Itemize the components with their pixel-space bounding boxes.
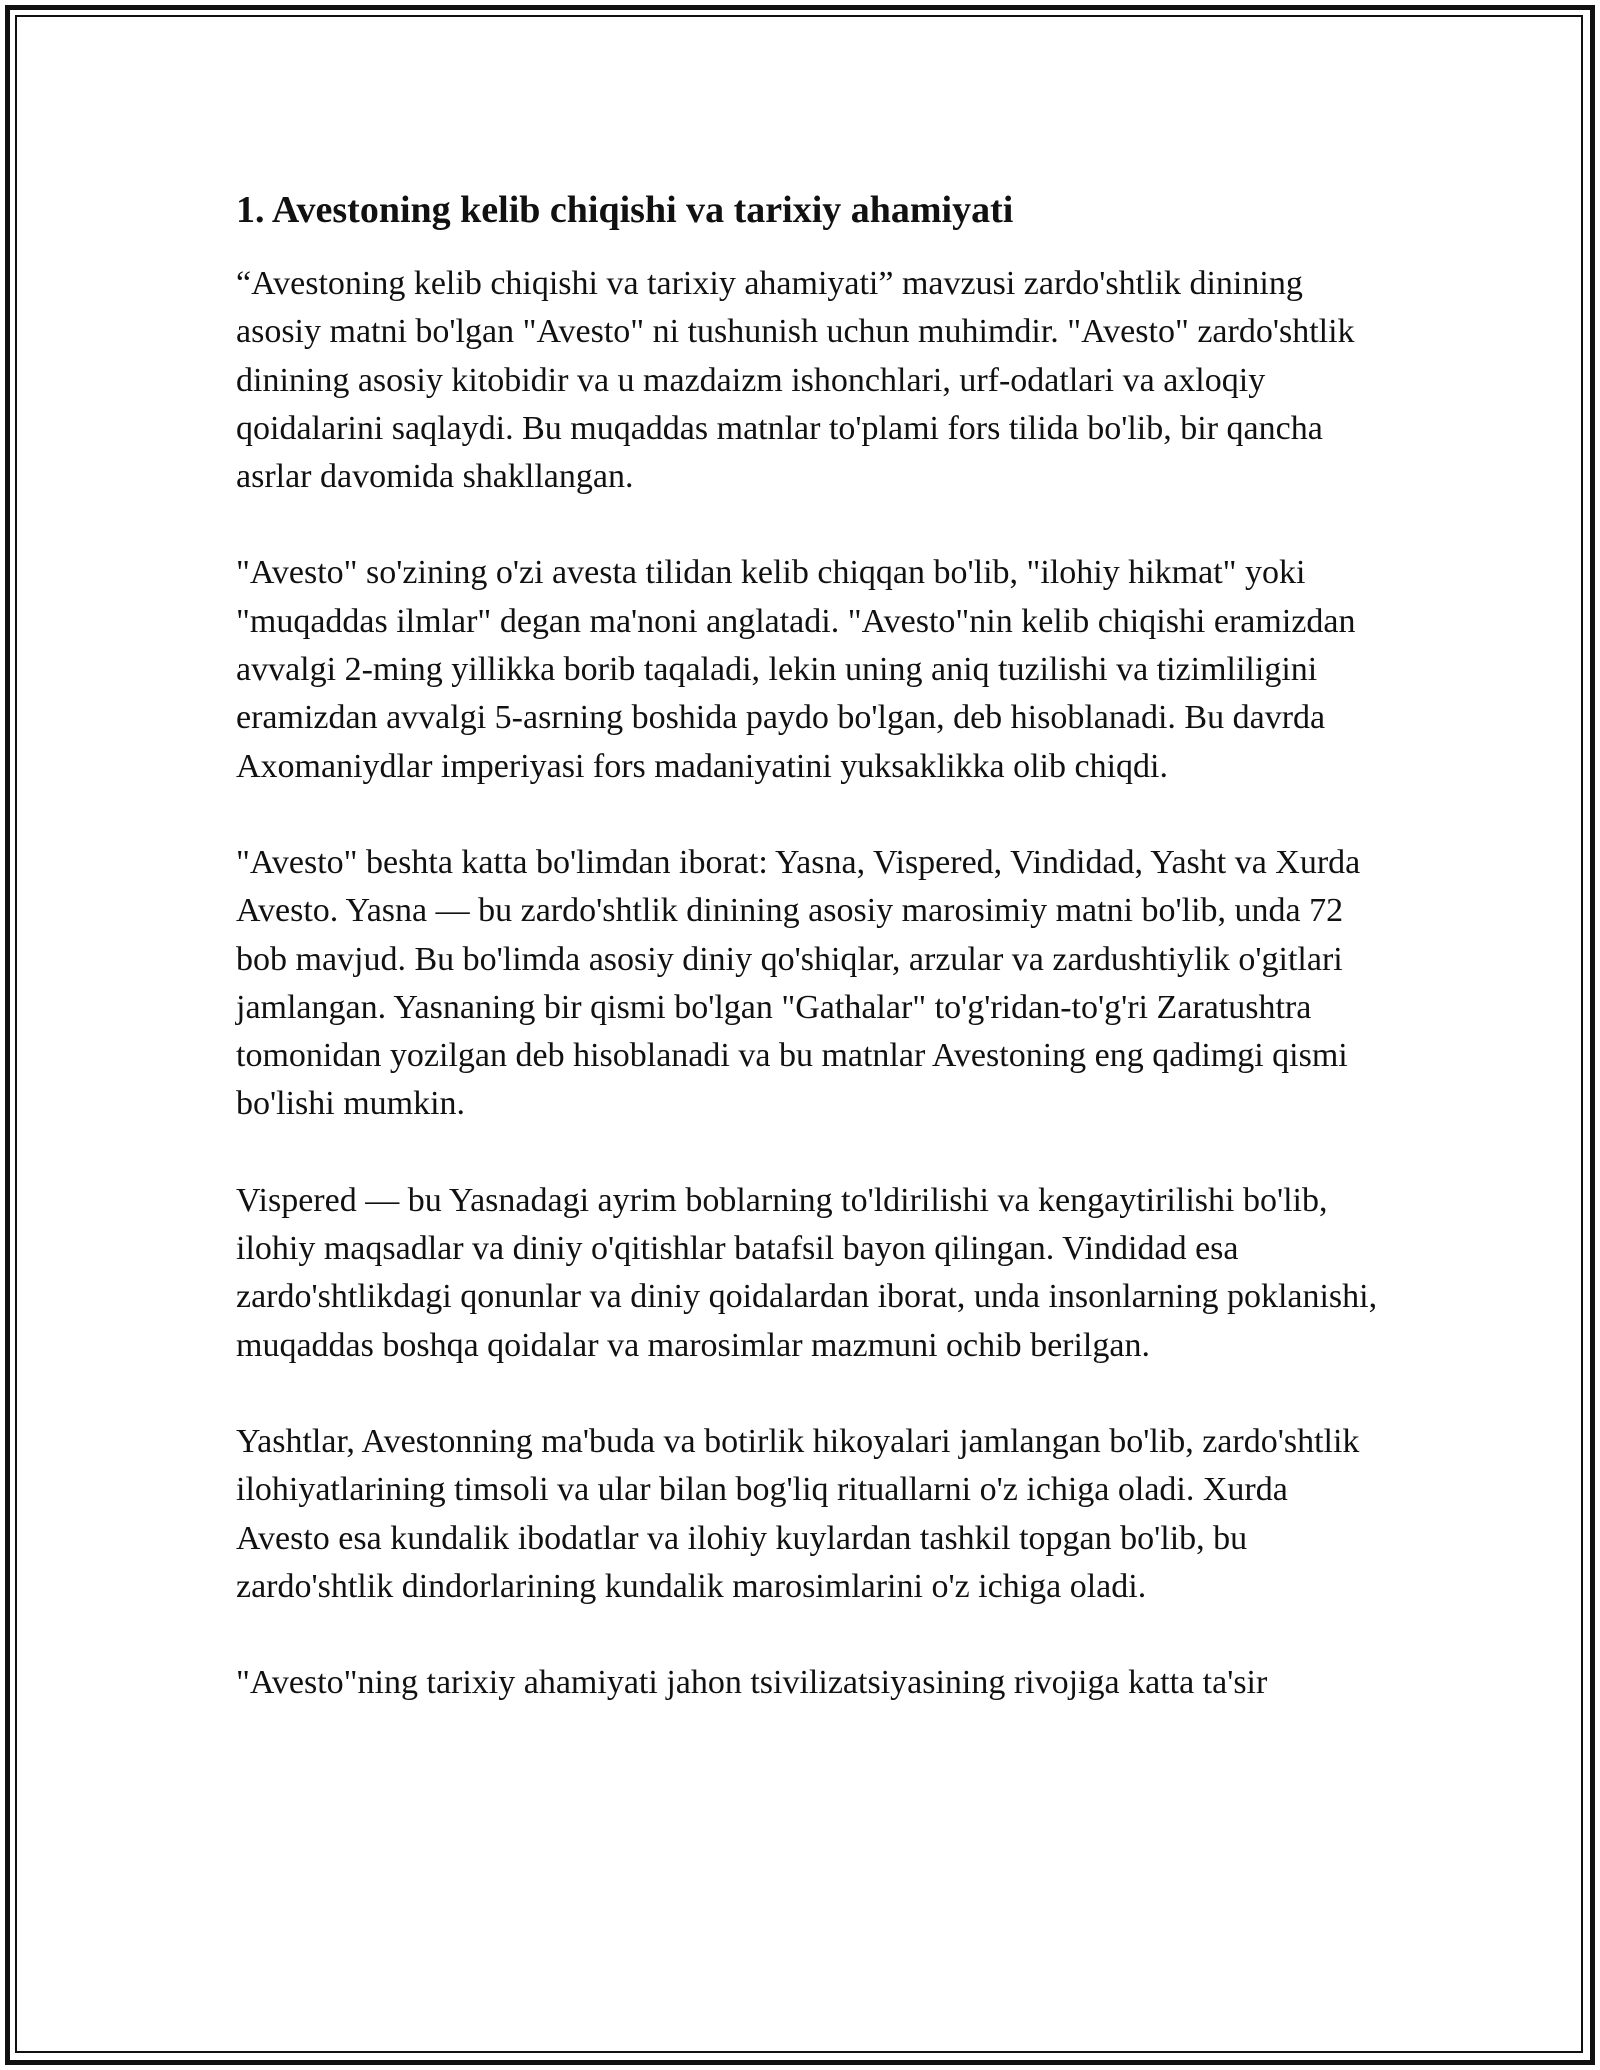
paragraph-2: "Avesto" so'zining o'zi avesta tilidan kelib chiqqan bo'lib, "ilohiy hikmat" yoki "muqaddas ilmlar" degan ma'noni anglatadi. "Avesto"nin kelib chiqishi eramizdan avvalgi 2-ming yillikka borib taqaladi, lekin uning aniq tuzilishi va tizimliligini eramizdan avvalgi 5-asrning boshida paydo bo'lgan, deb hisoblanadi. Bu davrda Axomaniydlar imperiyasi fors madaniyatini yuksaklikka olib chiqdi.	[236, 554, 1356, 785]
section-heading: 1. Avestoning kelib chiqishi va tarixiy ahamiyati	[236, 189, 1014, 231]
paragraph-1: “Avestoning kelib chiqishi va tarixiy ahamiyati” mavzusi zardo'shtlik dinining asosiy matni bo'lgan "Avesto" ni tushunish uchun muhimdir. "Avesto" zardo'shtlik dinining asosiy kitobidir va u mazdaizm ishonchlari, urf-odatlari va axloqiy qoidalarini saqlaydi. Bu muqaddas matnlar to'plami fors tilida bo'lib, bir qancha asrlar davomida shakllangan.	[236, 265, 1355, 496]
paragraph-4: Vispered — bu Yasnadagi ayrim boblarning to'ldirilishi va kengaytirilishi bo'lib, ilohiy maqsadlar va diniy o'qitishlar batafsil bayon qilingan. Vindidad esa zardo'shtlikdagi qonunlar va diniy qoidalardan iborat, unda insonlarning poklanishi, muqaddas boshqa qoidalar va marosimlar mazmuni ochib berilgan.	[236, 1181, 1378, 1364]
paragraph-3: "Avesto" beshta katta bo'limdan iborat: Yasna, Vispered, Vindidad, Yasht va Xurda Avesto. Yasna — bu zardo'shtlik dinining asosiy marosimiy matni bo'lib, unda 72 bob mavjud. Bu bo'limda asosiy diniy qo'shiqlar, arzular va zardushtiylik o'gitlari jamlangan. Yasnaning bir qismi bo'lgan "Gathalar" to'g'ridan-to'g'ri Zaratushtra tomonidan yozilgan deb hisoblanadi va bu matnlar Avestoning eng qadimgi qismi bo'lishi mumkin.	[236, 843, 1361, 1123]
paragraph-6: "Avesto"ning tarixiy ahamiyati jahon tsivilizatsiyasining rivojiga katta ta'sir	[236, 1664, 1268, 1702]
paragraph-5: Yashtlar, Avestonning ma'buda va botirlik hikoyalari jamlangan bo'lib, zardo'shtlik ilohiyatlarining timsoli va ular bilan bog'liq rituallarni o'z ichiga oladi. Xurda Avesto esa kundalik ibodatlar va ilohiy kuylardan tashkil topgan bo'lib, bu zardo'shtlik dindorlarining kundalik marosimlarini o'z ichiga oladi.	[236, 1422, 1360, 1605]
document-body	[236, 186, 1386, 1707]
